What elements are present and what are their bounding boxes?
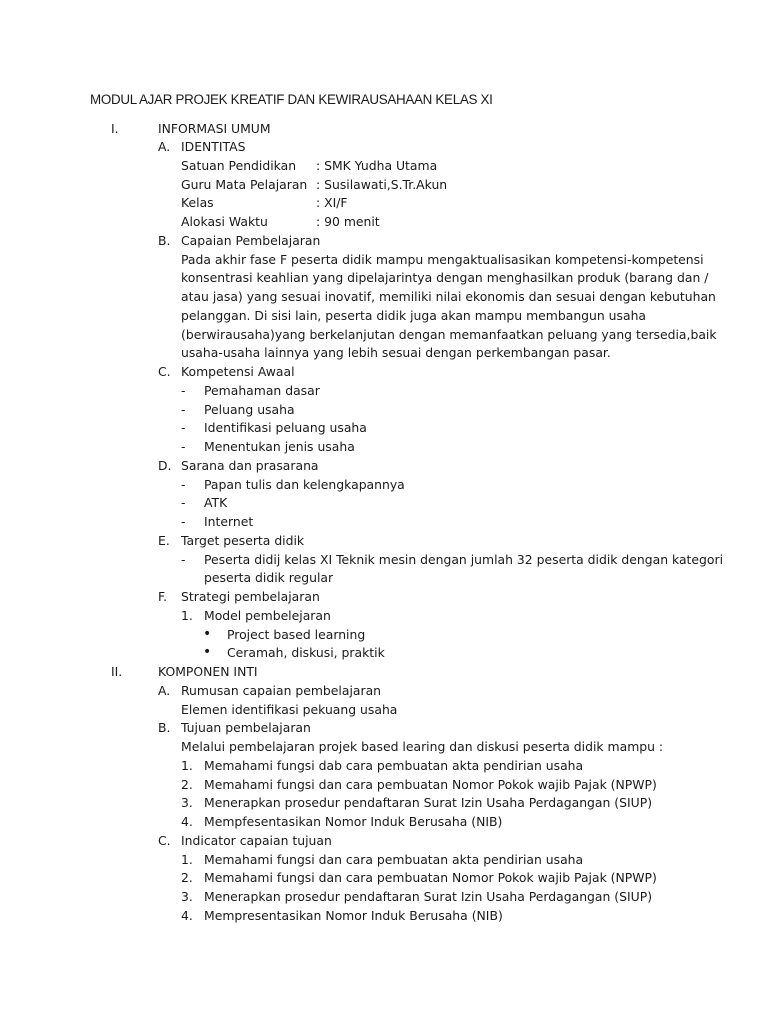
- paragraph-line: Melalui pembelajaran projek based learing dan diskusi peserta didik mampu :: [181, 739, 664, 754]
- dash-marker: -: [181, 514, 186, 529]
- subsection-d-marker: D.: [158, 458, 172, 473]
- paragraph-line: Elemen identifikasi pekuang usaha: [181, 702, 398, 717]
- subsection-f-marker: F.: [158, 589, 168, 604]
- dash-marker: -: [181, 383, 186, 398]
- dash-marker: -: [181, 439, 186, 454]
- identity-value: : SMK Yudha Utama: [316, 158, 438, 173]
- subsection-capaian-title: Capaian Pembelajaran: [181, 233, 321, 248]
- number-marker: 4.: [181, 814, 193, 829]
- subsection-identitas-title: IDENTITAS: [181, 139, 246, 154]
- subsection-kompetensi-title: Kompetensi Awaal: [181, 364, 295, 379]
- identity-value: : Susilawati,S.Tr.Akun: [316, 177, 448, 192]
- identity-label: Guru Mata Pelajaran: [181, 177, 308, 192]
- list-item: Menentukan jenis usaha: [204, 439, 355, 454]
- subsection-target-title: Target peserta didik: [181, 533, 305, 548]
- subsection-a-marker: A.: [158, 139, 171, 154]
- list-item: Peluang usaha: [204, 402, 295, 417]
- subsection-strategi-title: Strategi pembelajaran: [181, 589, 320, 604]
- numbered-item: Mempfesentasikan Nomor Induk Berusaha (NIB): [204, 814, 503, 829]
- subsection-e-marker: E.: [158, 533, 170, 548]
- number-marker: 3.: [181, 889, 193, 904]
- paragraph-line: pelanggan. Di sisi lain, peserta didik juga akan mampu membangun usaha: [181, 308, 647, 323]
- numbered-item: Menerapkan prosedur pendaftaran Surat Izin Usaha Perdagangan (SIUP): [204, 889, 653, 904]
- paragraph-line: Pada akhir fase F peserta didik mampu mengaktualisasikan kompetensi-kompetensi: [181, 252, 704, 267]
- subsection-c-marker: C.: [158, 364, 171, 379]
- subsection-b-marker: B.: [158, 233, 171, 248]
- dash-marker: -: [181, 495, 186, 510]
- document-title: MODUL AJAR PROJEK KREATIF DAN KEWIRAUSAHAAN KELAS XI: [90, 92, 493, 107]
- numbered-item: Memahami fungsi dan cara pembuatan Nomor Pokok wajib Pajak (NPWP): [204, 870, 657, 885]
- dash-marker: -: [181, 552, 186, 567]
- dash-marker: -: [181, 420, 186, 435]
- list-item: Peserta didij kelas XI Teknik mesin dengan jumlah 32 peserta didik dengan kategori: [204, 552, 724, 567]
- list-item: Internet: [204, 514, 254, 529]
- section-1-number: I.: [111, 121, 119, 136]
- subsection-b-marker: B.: [158, 720, 171, 735]
- identity-label: Alokasi Waktu: [181, 214, 268, 229]
- subsection-tujuan-title: Tujuan pembelajaran: [181, 720, 311, 735]
- number-marker: 2.: [181, 870, 193, 885]
- numbered-item: Memahami fungsi dan cara pembuatan Nomor Pokok wajib Pajak (NPWP): [204, 777, 657, 792]
- list-item: Papan tulis dan kelengkapannya: [204, 477, 405, 492]
- numbered-item: Memahami fungsi dab cara pembuatan akta pendirian usaha: [204, 758, 584, 773]
- bullet-icon: •: [203, 644, 212, 660]
- paragraph-line: konsentrasi keahlian yang dipelajarintya dengan menghasilkan produk (barang dan /: [181, 270, 709, 285]
- number-marker: 3.: [181, 795, 193, 810]
- subsection-rumusan-title: Rumusan capaian pembelajaran: [181, 683, 382, 698]
- list-item: ATK: [204, 495, 228, 510]
- bullet-item: Ceramah, diskusi, praktik: [227, 645, 385, 660]
- section-2-title: KOMPONEN INTI: [158, 664, 258, 679]
- number-marker: 2.: [181, 777, 193, 792]
- numbered-item: Mempresentasikan Nomor Induk Berusaha (NIB): [204, 908, 503, 923]
- list-item: Identifikasi peluang usaha: [204, 420, 367, 435]
- section-2-number: II.: [111, 664, 123, 679]
- bullet-item: Project based learning: [227, 627, 366, 642]
- paragraph-line: usaha-usaha lainnya yang lebih sesuai dengan perkembangan pasar.: [181, 345, 611, 360]
- identity-label: Satuan Pendidikan: [181, 158, 297, 173]
- dash-marker: -: [181, 402, 186, 417]
- subsection-a-marker: A.: [158, 683, 171, 698]
- bullet-icon: •: [203, 626, 212, 642]
- paragraph-line: atau jasa) yang sesuai inovatif, memiliki nilai ekonomis dan sesuai dengan kebutuhan: [181, 289, 716, 304]
- identity-label: Kelas: [181, 195, 214, 210]
- list-item-continuation: peserta didik regular: [204, 570, 334, 585]
- dash-marker: -: [181, 477, 186, 492]
- number-marker: 1.: [181, 758, 193, 773]
- number-marker: 4.: [181, 908, 193, 923]
- numbered-item: Menerapkan prosedur pendaftaran Surat Izin Usaha Perdagangan (SIUP): [204, 795, 653, 810]
- number-marker: 1.: [181, 852, 193, 867]
- subsection-sarana-title: Sarana dan prasarana: [181, 458, 319, 473]
- list-item: Pemahaman dasar: [204, 383, 320, 398]
- model-title: Model pembelejaran: [204, 608, 331, 623]
- number-marker: 1.: [181, 608, 193, 623]
- subsection-indicator-title: Indicator capaian tujuan: [181, 833, 332, 848]
- identity-value: : XI/F: [316, 195, 348, 210]
- section-1-title: INFORMASI UMUM: [158, 121, 271, 136]
- identity-value: : 90 menit: [316, 214, 380, 229]
- numbered-item: Memahami fungsi dan cara pembuatan akta pendirian usaha: [204, 852, 584, 867]
- subsection-c-marker: C.: [158, 833, 171, 848]
- paragraph-line: (berwirausaha)yang berkelanjutan dengan memanfaatkan peluang yang tersedia,baik: [181, 327, 717, 342]
